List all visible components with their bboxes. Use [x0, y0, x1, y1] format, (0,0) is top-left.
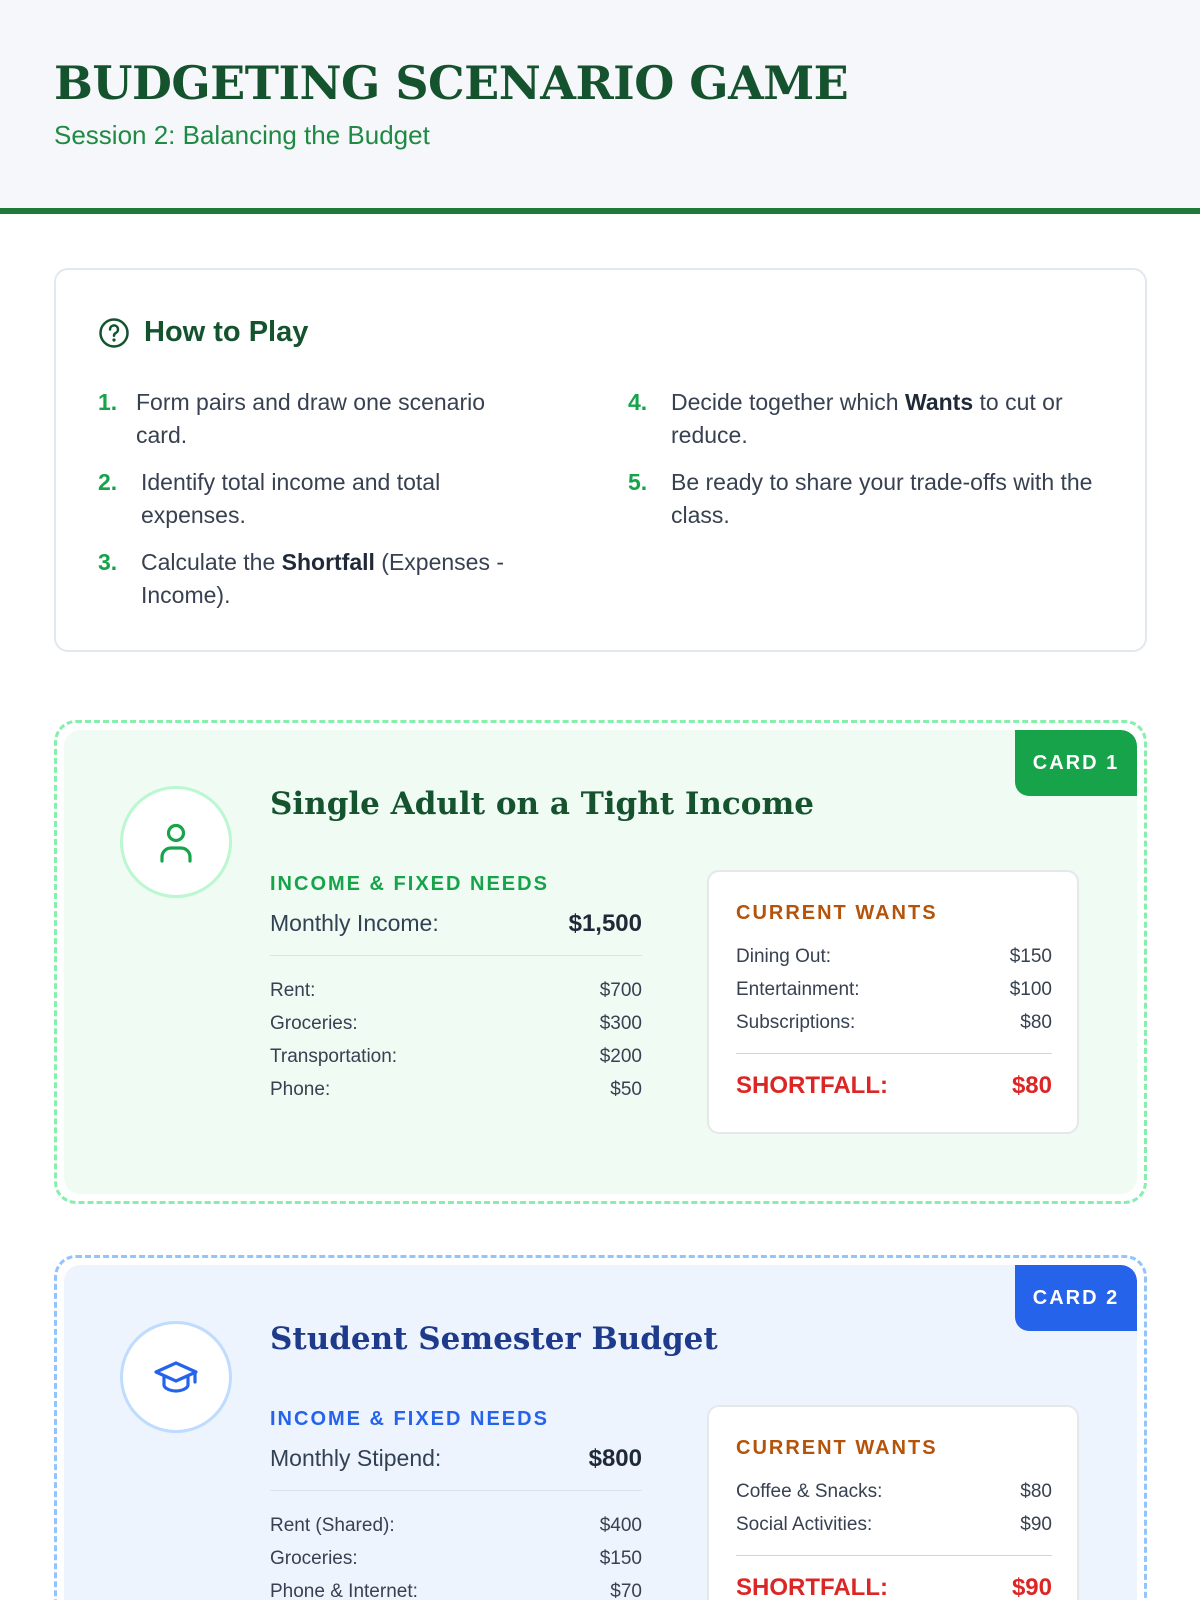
step-3 — [98, 546, 538, 612]
want-label: Subscriptions: — [736, 1012, 856, 1033]
step-number: 1. — [98, 389, 118, 415]
want-value: $150 — [1009, 946, 1052, 967]
need-value: $150 — [599, 1548, 642, 1569]
section-label: INCOME & FIXED NEEDS — [270, 1408, 549, 1430]
need-row — [270, 1515, 642, 1537]
page-header — [0, 0, 1200, 214]
card-title: Student Semester Budget — [270, 1321, 718, 1357]
need-row — [270, 1581, 642, 1600]
card-body — [64, 1265, 1137, 1600]
need-value: $70 — [610, 1581, 642, 1600]
wants-label: CURRENT WANTS — [736, 1437, 938, 1459]
step-text: Identify total income and total expenses. — [141, 469, 441, 528]
income-row — [270, 910, 642, 956]
step-text: (Expenses - Income). — [141, 549, 505, 608]
need-label: Groceries: — [270, 1548, 358, 1569]
card-body — [64, 730, 1137, 1194]
income-value: $800 — [588, 1445, 642, 1472]
scenario-card-2 — [54, 1255, 1147, 1600]
scenario-card-1 — [54, 720, 1147, 1204]
want-row — [736, 1514, 1052, 1536]
card-avatar — [120, 786, 232, 898]
want-label: Social Activities: — [736, 1514, 873, 1535]
card-title: Single Adult on a Tight Income — [270, 786, 814, 822]
step-number: 2. — [98, 469, 118, 495]
step-1 — [98, 386, 538, 452]
how-to-play-panel — [54, 268, 1147, 652]
want-value: $100 — [1009, 979, 1052, 1000]
want-row — [736, 1012, 1052, 1034]
step-text: Form pairs and draw one scenario card. — [136, 389, 485, 448]
want-row — [736, 946, 1052, 968]
want-value: $90 — [1020, 1514, 1052, 1535]
want-label: Dining Out: — [736, 946, 832, 967]
step-text: to cut or reduce. — [671, 389, 1063, 448]
card-badge: CARD 2 — [1015, 1265, 1137, 1331]
income-row — [270, 1445, 642, 1491]
shortfall-row — [736, 1574, 1052, 1600]
want-row — [736, 979, 1052, 1001]
need-row — [270, 980, 642, 1002]
shortfall-value: $90 — [1011, 1574, 1052, 1600]
need-row — [270, 1013, 642, 1035]
need-label: Rent: — [270, 980, 316, 1001]
step-5 — [628, 466, 1108, 532]
shortfall-value: $80 — [1011, 1072, 1052, 1099]
want-row — [736, 1481, 1052, 1503]
want-label: Coffee & Snacks: — [736, 1481, 883, 1502]
page-title: BUDGETING SCENARIO GAME — [54, 56, 849, 110]
need-value: $50 — [610, 1079, 642, 1100]
need-label: Phone: — [270, 1079, 331, 1100]
income-label: Monthly Income: — [270, 910, 439, 936]
need-value: $300 — [599, 1013, 642, 1034]
wants-label: CURRENT WANTS — [736, 902, 938, 924]
want-label: Entertainment: — [736, 979, 860, 1000]
shortfall-row — [736, 1072, 1052, 1100]
how-to-play-header — [98, 316, 308, 349]
need-row — [270, 1046, 642, 1068]
need-value: $700 — [599, 980, 642, 1001]
help-circle-icon — [98, 317, 130, 349]
need-label: Rent (Shared): — [270, 1515, 395, 1536]
wants-box — [707, 1405, 1079, 1600]
shortfall-label: SHORTFALL: — [736, 1072, 888, 1099]
graduation-cap-icon — [154, 1355, 198, 1399]
step-2 — [98, 466, 538, 532]
step-number: 3. — [98, 549, 118, 575]
card-badge: CARD 1 — [1015, 730, 1137, 796]
step-number: 4. — [628, 389, 648, 415]
need-label: Transportation: — [270, 1046, 398, 1067]
want-value: $80 — [1020, 1012, 1052, 1033]
income-value: $1,500 — [568, 910, 642, 937]
card-avatar — [120, 1321, 232, 1433]
how-to-play-title: How to Play — [144, 316, 309, 348]
section-label: INCOME & FIXED NEEDS — [270, 873, 549, 895]
want-value: $80 — [1020, 1481, 1052, 1502]
wants-box — [707, 870, 1079, 1134]
step-text: Be ready to share your trade-offs with the class. — [671, 469, 1093, 528]
shortfall-label: SHORTFALL: — [736, 1574, 888, 1600]
page-subtitle: Session 2: Balancing the Budget — [54, 120, 430, 150]
need-row — [270, 1079, 642, 1101]
need-value: $400 — [599, 1515, 642, 1536]
step-bold-text: Wants — [904, 389, 974, 415]
step-bold-text: Shortfall — [281, 549, 375, 575]
step-text: Calculate the — [141, 549, 282, 575]
step-number: 5. — [628, 469, 648, 495]
need-label: Phone & Internet: — [270, 1581, 418, 1600]
person-icon — [154, 820, 198, 864]
need-value: $200 — [599, 1046, 642, 1067]
step-text: Decide together which — [671, 389, 905, 415]
need-label: Groceries: — [270, 1013, 358, 1034]
need-row — [270, 1548, 642, 1570]
wants-divider — [736, 1555, 1052, 1556]
wants-divider — [736, 1053, 1052, 1054]
income-label: Monthly Stipend: — [270, 1445, 442, 1471]
step-4 — [628, 386, 1108, 452]
